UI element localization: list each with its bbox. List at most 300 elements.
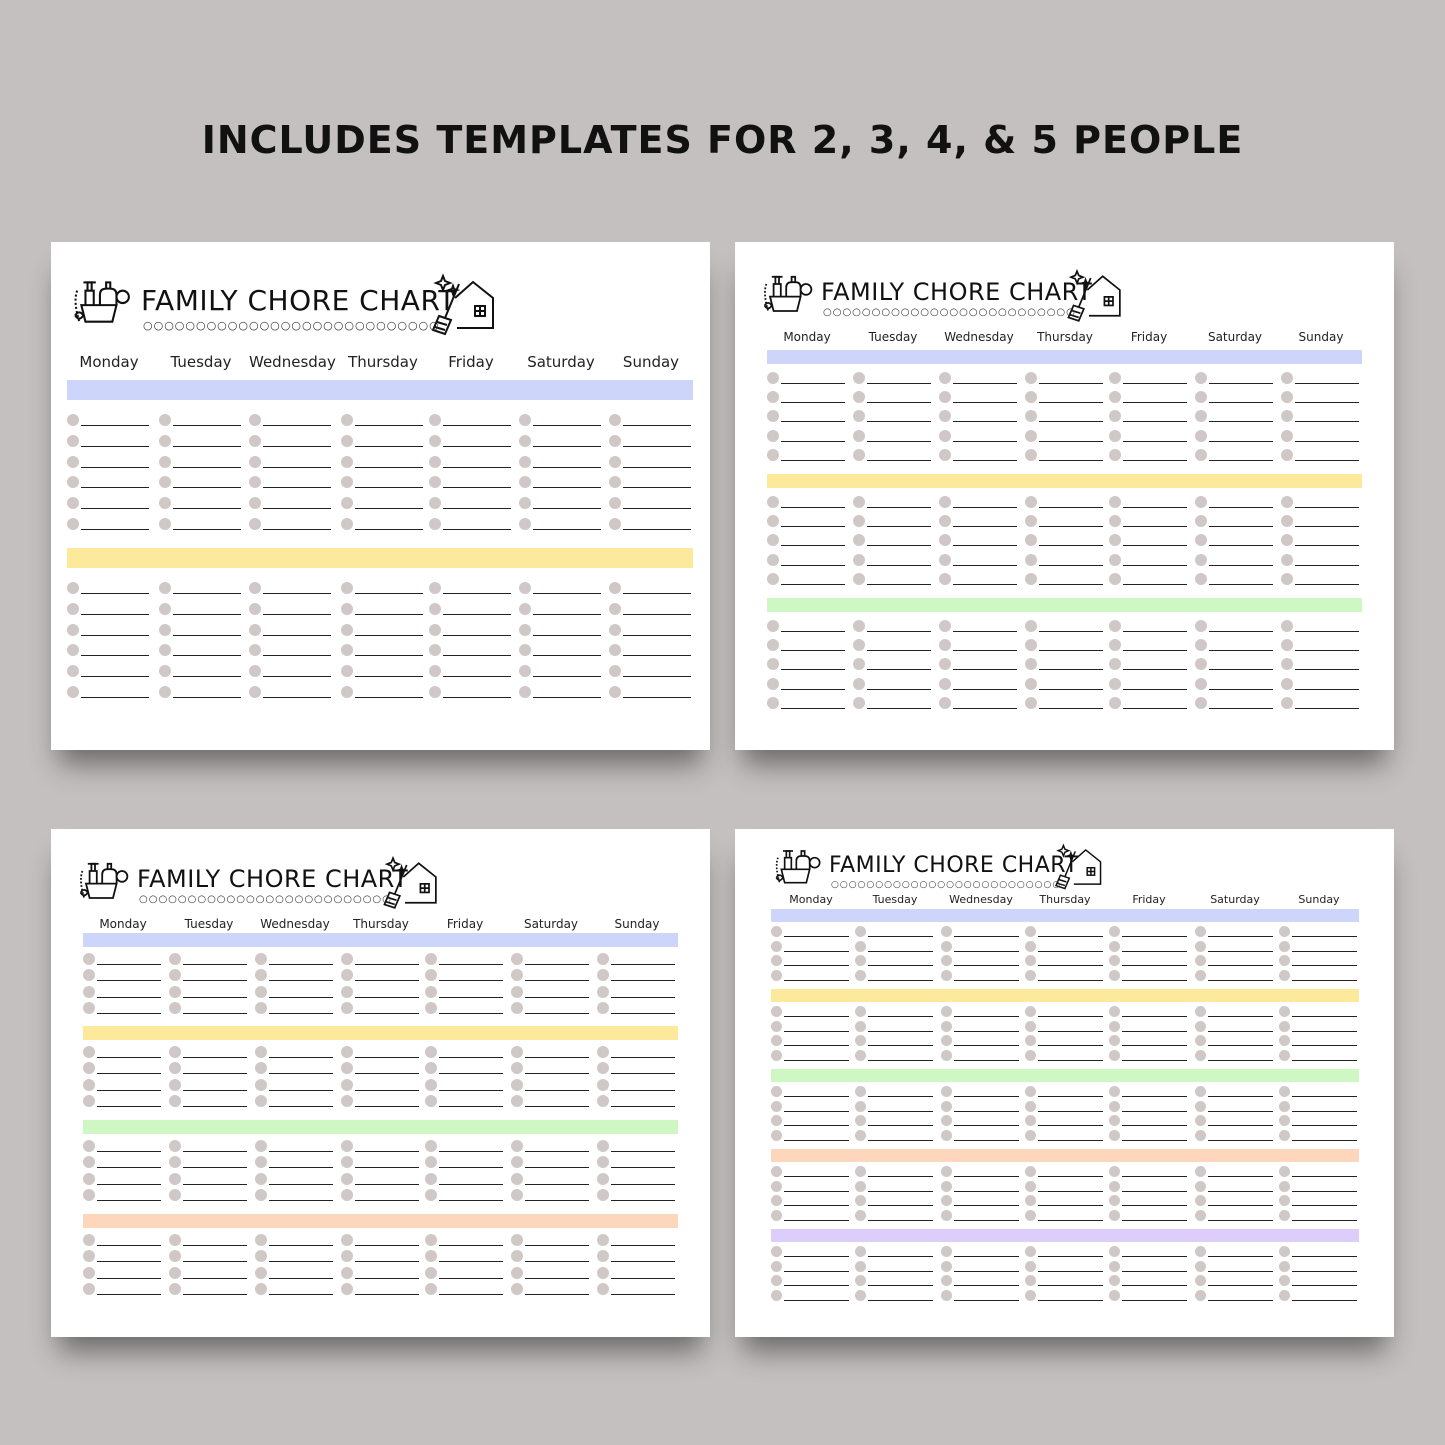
chore-checkbox[interactable] [767, 658, 779, 670]
chore-checkbox[interactable] [597, 953, 609, 965]
chore-checkbox[interactable] [519, 414, 531, 426]
chore-checkbox[interactable] [609, 414, 621, 426]
chore-slot[interactable] [341, 953, 421, 965]
chore-checkbox[interactable] [83, 986, 95, 998]
chore-checkbox[interactable] [1025, 391, 1037, 403]
chore-checkbox[interactable] [255, 1140, 267, 1152]
chore-slot[interactable] [1025, 620, 1105, 632]
chore-checkbox[interactable] [255, 1234, 267, 1246]
chore-slot[interactable] [597, 1079, 677, 1091]
chore-checkbox[interactable] [425, 1046, 437, 1058]
chore-checkbox[interactable] [941, 1261, 952, 1272]
chore-slot[interactable] [767, 430, 847, 442]
chore-slot[interactable] [939, 449, 1019, 461]
chore-checkbox[interactable] [1281, 678, 1293, 690]
chore-checkbox[interactable] [855, 1130, 866, 1141]
chore-checkbox[interactable] [169, 986, 181, 998]
chore-slot[interactable] [425, 1234, 505, 1246]
chore-checkbox[interactable] [255, 1189, 267, 1201]
chore-slot[interactable] [255, 1062, 335, 1074]
chore-checkbox[interactable] [1281, 554, 1293, 566]
chore-slot[interactable] [341, 1234, 421, 1246]
chore-checkbox[interactable] [511, 953, 523, 965]
chore-checkbox[interactable] [1109, 1275, 1120, 1286]
chore-checkbox[interactable] [511, 1156, 523, 1168]
chore-checkbox[interactable] [855, 970, 866, 981]
chore-slot[interactable] [767, 372, 847, 384]
chore-slot[interactable] [1109, 1130, 1189, 1141]
chore-slot[interactable] [425, 1095, 505, 1107]
chore-checkbox[interactable] [597, 1095, 609, 1107]
chore-slot[interactable] [159, 603, 243, 615]
chore-slot[interactable] [341, 686, 425, 698]
chore-checkbox[interactable] [855, 1101, 866, 1112]
chore-slot[interactable] [597, 1062, 677, 1074]
chore-slot[interactable] [511, 1046, 591, 1058]
chore-checkbox[interactable] [1109, 1115, 1120, 1126]
chore-slot[interactable] [1025, 1101, 1105, 1112]
chore-slot[interactable] [855, 1166, 935, 1177]
chore-checkbox[interactable] [1109, 1261, 1120, 1272]
chore-slot[interactable] [519, 476, 603, 488]
chore-slot[interactable] [1195, 410, 1275, 422]
chore-slot[interactable] [255, 1002, 335, 1014]
chore-slot[interactable] [855, 1115, 935, 1126]
chore-checkbox[interactable] [1279, 1261, 1290, 1272]
chore-slot[interactable] [1281, 496, 1361, 508]
chore-checkbox[interactable] [255, 1002, 267, 1014]
chore-slot[interactable] [341, 456, 425, 468]
chore-checkbox[interactable] [941, 1130, 952, 1141]
chore-slot[interactable] [767, 515, 847, 527]
chore-slot[interactable] [609, 476, 693, 488]
chore-slot[interactable] [341, 986, 421, 998]
chore-checkbox[interactable] [255, 1250, 267, 1262]
chore-slot[interactable] [255, 986, 335, 998]
chore-slot[interactable] [425, 1062, 505, 1074]
chore-checkbox[interactable] [169, 1173, 181, 1185]
chore-slot[interactable] [771, 1130, 851, 1141]
chore-checkbox[interactable] [1195, 534, 1207, 546]
chore-checkbox[interactable] [169, 1189, 181, 1201]
chore-slot[interactable] [169, 1156, 249, 1168]
chore-slot[interactable] [249, 582, 333, 594]
chore-checkbox[interactable] [1025, 1050, 1036, 1061]
chore-slot[interactable] [1109, 449, 1189, 461]
chore-checkbox[interactable] [1025, 1246, 1036, 1257]
chore-slot[interactable] [941, 1290, 1021, 1301]
chore-checkbox[interactable] [169, 953, 181, 965]
chore-checkbox[interactable] [341, 644, 353, 656]
chore-slot[interactable] [1109, 620, 1189, 632]
chore-checkbox[interactable] [1195, 372, 1207, 384]
chore-slot[interactable] [597, 953, 677, 965]
chore-slot[interactable] [1279, 1050, 1359, 1061]
chore-checkbox[interactable] [341, 435, 353, 447]
chore-checkbox[interactable] [341, 665, 353, 677]
chore-slot[interactable] [67, 414, 151, 426]
chore-slot[interactable] [425, 953, 505, 965]
chore-slot[interactable] [941, 955, 1021, 966]
chore-slot[interactable] [1195, 1115, 1275, 1126]
chore-checkbox[interactable] [1109, 639, 1121, 651]
chore-slot[interactable] [159, 582, 243, 594]
chore-checkbox[interactable] [939, 658, 951, 670]
chore-checkbox[interactable] [255, 1267, 267, 1279]
chore-checkbox[interactable] [1195, 1050, 1206, 1061]
chore-checkbox[interactable] [341, 1250, 353, 1262]
chore-checkbox[interactable] [941, 955, 952, 966]
chore-checkbox[interactable] [853, 697, 865, 709]
chore-slot[interactable] [169, 1283, 249, 1295]
chore-checkbox[interactable] [771, 1035, 782, 1046]
chore-checkbox[interactable] [1195, 697, 1207, 709]
chore-slot[interactable] [855, 1021, 935, 1032]
chore-slot[interactable] [609, 456, 693, 468]
chore-checkbox[interactable] [1195, 639, 1207, 651]
chore-slot[interactable] [941, 1195, 1021, 1206]
chore-checkbox[interactable] [939, 678, 951, 690]
chore-slot[interactable] [159, 665, 243, 677]
chore-slot[interactable] [1025, 697, 1105, 709]
chore-checkbox[interactable] [597, 1079, 609, 1091]
chore-slot[interactable] [609, 518, 693, 530]
chore-slot[interactable] [519, 644, 603, 656]
chore-checkbox[interactable] [425, 969, 437, 981]
chore-checkbox[interactable] [519, 456, 531, 468]
chore-slot[interactable] [939, 496, 1019, 508]
chore-slot[interactable] [425, 969, 505, 981]
chore-slot[interactable] [941, 970, 1021, 981]
chore-checkbox[interactable] [159, 497, 171, 509]
chore-checkbox[interactable] [249, 686, 261, 698]
chore-checkbox[interactable] [429, 456, 441, 468]
chore-slot[interactable] [1109, 391, 1189, 403]
chore-slot[interactable] [767, 620, 847, 632]
chore-checkbox[interactable] [1195, 391, 1207, 403]
chore-checkbox[interactable] [159, 624, 171, 636]
chore-checkbox[interactable] [1025, 697, 1037, 709]
chore-slot[interactable] [1195, 1261, 1275, 1272]
chore-checkbox[interactable] [255, 1079, 267, 1091]
chore-slot[interactable] [1109, 1006, 1189, 1017]
chore-checkbox[interactable] [609, 582, 621, 594]
chore-checkbox[interactable] [83, 1079, 95, 1091]
chore-checkbox[interactable] [1109, 1210, 1120, 1221]
chore-checkbox[interactable] [1195, 620, 1207, 632]
chore-checkbox[interactable] [853, 620, 865, 632]
chore-checkbox[interactable] [425, 1140, 437, 1152]
chore-slot[interactable] [341, 1002, 421, 1014]
chore-slot[interactable] [1025, 1021, 1105, 1032]
chore-slot[interactable] [1195, 1275, 1275, 1286]
chore-slot[interactable] [249, 497, 333, 509]
chore-checkbox[interactable] [249, 644, 261, 656]
chore-checkbox[interactable] [159, 665, 171, 677]
chore-checkbox[interactable] [767, 573, 779, 585]
chore-checkbox[interactable] [1279, 1181, 1290, 1192]
chore-checkbox[interactable] [169, 969, 181, 981]
chore-checkbox[interactable] [767, 372, 779, 384]
chore-checkbox[interactable] [1281, 515, 1293, 527]
chore-checkbox[interactable] [519, 497, 531, 509]
chore-checkbox[interactable] [1109, 1035, 1120, 1046]
chore-checkbox[interactable] [83, 1250, 95, 1262]
chore-checkbox[interactable] [1025, 1086, 1036, 1097]
chore-slot[interactable] [83, 1046, 163, 1058]
chore-slot[interactable] [609, 435, 693, 447]
chore-checkbox[interactable] [855, 1275, 866, 1286]
chore-checkbox[interactable] [425, 1079, 437, 1091]
chore-checkbox[interactable] [341, 969, 353, 981]
chore-checkbox[interactable] [771, 1181, 782, 1192]
chore-slot[interactable] [1109, 1195, 1189, 1206]
chore-slot[interactable] [855, 1261, 935, 1272]
chore-slot[interactable] [1195, 926, 1275, 937]
chore-checkbox[interactable] [771, 1130, 782, 1141]
chore-checkbox[interactable] [67, 497, 79, 509]
chore-checkbox[interactable] [609, 518, 621, 530]
chore-checkbox[interactable] [767, 620, 779, 632]
chore-checkbox[interactable] [249, 624, 261, 636]
chore-slot[interactable] [425, 1156, 505, 1168]
chore-slot[interactable] [1109, 1035, 1189, 1046]
chore-slot[interactable] [255, 1283, 335, 1295]
chore-checkbox[interactable] [771, 970, 782, 981]
chore-slot[interactable] [1025, 639, 1105, 651]
chore-slot[interactable] [425, 986, 505, 998]
chore-checkbox[interactable] [1279, 1166, 1290, 1177]
chore-slot[interactable] [1195, 1021, 1275, 1032]
chore-slot[interactable] [767, 697, 847, 709]
chore-slot[interactable] [1195, 678, 1275, 690]
chore-slot[interactable] [771, 1086, 851, 1097]
chore-checkbox[interactable] [1195, 1290, 1206, 1301]
chore-checkbox[interactable] [519, 518, 531, 530]
chore-checkbox[interactable] [341, 476, 353, 488]
chore-slot[interactable] [83, 1002, 163, 1014]
chore-slot[interactable] [609, 624, 693, 636]
chore-slot[interactable] [941, 926, 1021, 937]
chore-checkbox[interactable] [1025, 573, 1037, 585]
chore-checkbox[interactable] [1025, 496, 1037, 508]
chore-checkbox[interactable] [341, 518, 353, 530]
chore-checkbox[interactable] [1195, 658, 1207, 670]
chore-slot[interactable] [1025, 955, 1105, 966]
chore-checkbox[interactable] [1109, 941, 1120, 952]
chore-slot[interactable] [1109, 1166, 1189, 1177]
chore-checkbox[interactable] [855, 1195, 866, 1206]
chore-checkbox[interactable] [1025, 1021, 1036, 1032]
chore-checkbox[interactable] [609, 476, 621, 488]
chore-slot[interactable] [249, 518, 333, 530]
chore-checkbox[interactable] [425, 1156, 437, 1168]
chore-checkbox[interactable] [1279, 1130, 1290, 1141]
chore-checkbox[interactable] [1279, 1195, 1290, 1206]
chore-slot[interactable] [1195, 391, 1275, 403]
chore-slot[interactable] [597, 1283, 677, 1295]
chore-slot[interactable] [429, 624, 513, 636]
chore-slot[interactable] [767, 554, 847, 566]
chore-checkbox[interactable] [169, 1283, 181, 1295]
chore-checkbox[interactable] [939, 449, 951, 461]
chore-checkbox[interactable] [1195, 554, 1207, 566]
chore-slot[interactable] [853, 372, 933, 384]
chore-slot[interactable] [767, 678, 847, 690]
chore-checkbox[interactable] [1025, 1195, 1036, 1206]
chore-checkbox[interactable] [767, 697, 779, 709]
chore-slot[interactable] [1109, 970, 1189, 981]
chore-slot[interactable] [1109, 1086, 1189, 1097]
chore-slot[interactable] [1025, 678, 1105, 690]
chore-checkbox[interactable] [255, 1062, 267, 1074]
chore-checkbox[interactable] [341, 686, 353, 698]
chore-slot[interactable] [425, 1267, 505, 1279]
chore-slot[interactable] [429, 665, 513, 677]
chore-slot[interactable] [519, 582, 603, 594]
chore-slot[interactable] [1281, 430, 1361, 442]
chore-checkbox[interactable] [1109, 678, 1121, 690]
chore-slot[interactable] [771, 941, 851, 952]
chore-slot[interactable] [159, 518, 243, 530]
chore-slot[interactable] [853, 554, 933, 566]
chore-checkbox[interactable] [597, 1283, 609, 1295]
chore-slot[interactable] [83, 1140, 163, 1152]
chore-checkbox[interactable] [1195, 1166, 1206, 1177]
chore-checkbox[interactable] [1025, 658, 1037, 670]
chore-slot[interactable] [609, 582, 693, 594]
chore-checkbox[interactable] [511, 1189, 523, 1201]
chore-checkbox[interactable] [941, 1166, 952, 1177]
chore-checkbox[interactable] [609, 665, 621, 677]
chore-slot[interactable] [341, 1140, 421, 1152]
chore-checkbox[interactable] [855, 1261, 866, 1272]
chore-checkbox[interactable] [249, 476, 261, 488]
chore-slot[interactable] [341, 497, 425, 509]
chore-slot[interactable] [1279, 1166, 1359, 1177]
chore-checkbox[interactable] [597, 1173, 609, 1185]
chore-checkbox[interactable] [67, 456, 79, 468]
chore-checkbox[interactable] [341, 497, 353, 509]
chore-checkbox[interactable] [609, 644, 621, 656]
chore-checkbox[interactable] [853, 391, 865, 403]
chore-slot[interactable] [1025, 1006, 1105, 1017]
chore-slot[interactable] [341, 582, 425, 594]
chore-checkbox[interactable] [159, 582, 171, 594]
chore-checkbox[interactable] [767, 639, 779, 651]
chore-checkbox[interactable] [341, 1156, 353, 1168]
chore-checkbox[interactable] [1281, 430, 1293, 442]
chore-checkbox[interactable] [1195, 496, 1207, 508]
chore-checkbox[interactable] [255, 953, 267, 965]
chore-slot[interactable] [519, 518, 603, 530]
chore-checkbox[interactable] [1195, 1086, 1206, 1097]
chore-slot[interactable] [1025, 658, 1105, 670]
chore-slot[interactable] [853, 573, 933, 585]
chore-slot[interactable] [1109, 941, 1189, 952]
chore-slot[interactable] [341, 1079, 421, 1091]
chore-checkbox[interactable] [855, 1181, 866, 1192]
chore-slot[interactable] [1195, 658, 1275, 670]
chore-slot[interactable] [511, 1002, 591, 1014]
chore-checkbox[interactable] [941, 1101, 952, 1112]
chore-slot[interactable] [855, 926, 935, 937]
chore-slot[interactable] [67, 435, 151, 447]
chore-checkbox[interactable] [1195, 1130, 1206, 1141]
chore-slot[interactable] [1195, 955, 1275, 966]
chore-checkbox[interactable] [597, 1250, 609, 1262]
chore-checkbox[interactable] [83, 1140, 95, 1152]
chore-checkbox[interactable] [1195, 955, 1206, 966]
chore-slot[interactable] [1195, 1006, 1275, 1017]
chore-checkbox[interactable] [341, 986, 353, 998]
chore-checkbox[interactable] [255, 1046, 267, 1058]
chore-checkbox[interactable] [939, 697, 951, 709]
chore-checkbox[interactable] [1279, 1006, 1290, 1017]
chore-slot[interactable] [1025, 970, 1105, 981]
chore-checkbox[interactable] [1025, 941, 1036, 952]
chore-slot[interactable] [341, 1156, 421, 1168]
chore-slot[interactable] [249, 435, 333, 447]
chore-slot[interactable] [939, 391, 1019, 403]
chore-slot[interactable] [511, 969, 591, 981]
chore-slot[interactable] [853, 430, 933, 442]
chore-slot[interactable] [1279, 1035, 1359, 1046]
chore-slot[interactable] [771, 1115, 851, 1126]
chore-checkbox[interactable] [609, 456, 621, 468]
chore-checkbox[interactable] [1195, 430, 1207, 442]
chore-checkbox[interactable] [1195, 970, 1206, 981]
chore-checkbox[interactable] [1109, 410, 1121, 422]
chore-checkbox[interactable] [853, 449, 865, 461]
chore-slot[interactable] [1109, 410, 1189, 422]
chore-slot[interactable] [1195, 1166, 1275, 1177]
chore-checkbox[interactable] [519, 665, 531, 677]
chore-slot[interactable] [169, 1189, 249, 1201]
chore-slot[interactable] [941, 1035, 1021, 1046]
chore-checkbox[interactable] [249, 456, 261, 468]
chore-slot[interactable] [159, 435, 243, 447]
chore-slot[interactable] [1279, 1210, 1359, 1221]
chore-slot[interactable] [1195, 1195, 1275, 1206]
chore-slot[interactable] [67, 497, 151, 509]
chore-checkbox[interactable] [1279, 1275, 1290, 1286]
chore-checkbox[interactable] [1025, 926, 1036, 937]
chore-checkbox[interactable] [853, 678, 865, 690]
chore-slot[interactable] [1109, 1275, 1189, 1286]
chore-checkbox[interactable] [771, 926, 782, 937]
chore-checkbox[interactable] [855, 955, 866, 966]
chore-slot[interactable] [855, 1101, 935, 1112]
chore-checkbox[interactable] [941, 1050, 952, 1061]
chore-checkbox[interactable] [853, 372, 865, 384]
chore-slot[interactable] [425, 1046, 505, 1058]
chore-checkbox[interactable] [771, 1101, 782, 1112]
chore-slot[interactable] [853, 658, 933, 670]
chore-slot[interactable] [941, 1210, 1021, 1221]
chore-checkbox[interactable] [1281, 573, 1293, 585]
chore-slot[interactable] [341, 476, 425, 488]
chore-slot[interactable] [83, 1189, 163, 1201]
chore-checkbox[interactable] [1025, 1115, 1036, 1126]
chore-slot[interactable] [609, 603, 693, 615]
chore-checkbox[interactable] [519, 644, 531, 656]
chore-checkbox[interactable] [939, 372, 951, 384]
chore-checkbox[interactable] [519, 582, 531, 594]
chore-checkbox[interactable] [1025, 1035, 1036, 1046]
chore-slot[interactable] [425, 1189, 505, 1201]
chore-slot[interactable] [83, 1095, 163, 1107]
